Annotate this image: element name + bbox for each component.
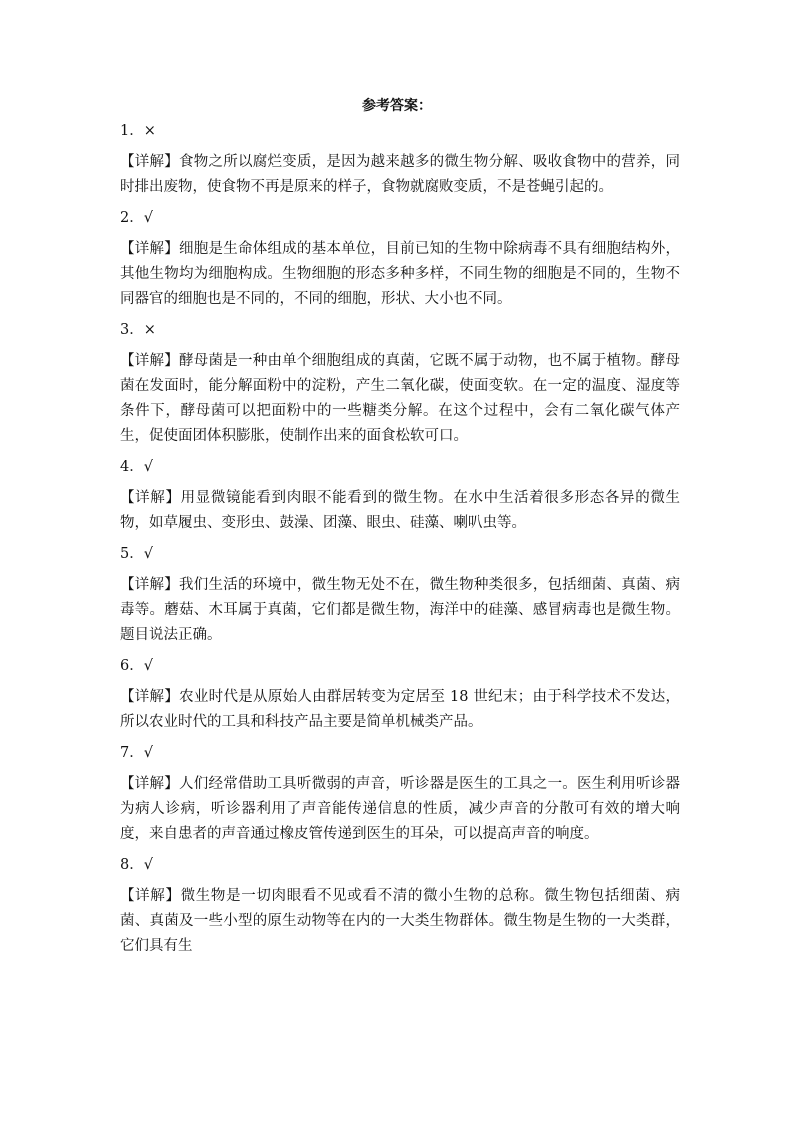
explanation-label: 【详解】 xyxy=(120,888,181,904)
explanation-text: 酵母菌是一种由单个细胞组成的真菌，它既不属于动物，也不属于植物。酵母菌在发面时，能分解面粉中的淀粉，产生二氧化碳，使面变软。在一定的温度、湿度等条件下，酵母菌可以把面粉中的一些糖类分解。在这个过程中，会有二氧化碳气体产生，促使面团体积膨胀，使制作出来的面食松软可口。 xyxy=(120,353,681,444)
explanation-label: 【详解】 xyxy=(120,353,179,369)
answer-explanation xyxy=(120,685,680,735)
answer-number: 6．√ xyxy=(120,658,153,674)
explanation-text: 人们经常借助工具听微弱的声音，听诊器是医生的工具之一。医生利用听诊器为病人诊病，听诊器利用了声音能传递信息的性质，减少声音的分散可有效的增大响度，来自患者的声音通过橡皮管传递到医生的耳朵，可以提高声音的响度。 xyxy=(120,776,681,842)
answer-explanation xyxy=(120,150,680,200)
answer-explanation xyxy=(120,349,680,449)
answer-explanation xyxy=(120,884,680,959)
explanation-text: 食物之所以腐烂变质，是因为越来越多的微生物分解、吸收食物中的营养，同时排出废物，使食物不再是原来的样子，食物就腐败变质，不是苍蝇引起的。 xyxy=(120,154,681,195)
explanation-text: 微生物是一切肉眼看不见或看不清的微小生物的总称。微生物包括细菌、病菌、真菌及一些小型的原生动物等在内的一大类生物群体。微生物是生物的一大类群，它们具有生 xyxy=(120,888,681,954)
answer-item-2 xyxy=(120,206,680,312)
answer-number: 8．√ xyxy=(120,857,153,873)
explanation-text: 细胞是生命体组成的基本单位，目前已知的生物中除病毒不具有细胞结构外，其他生物均为细胞构成。生物细胞的形态多种多样，不同生物的细胞是不同的，生物不同器官的细胞也是不同的，不同的细胞，形状、大小也不同。 xyxy=(120,241,681,307)
answer-explanation xyxy=(120,486,680,536)
answer-item-1 xyxy=(120,119,680,200)
answer-explanation xyxy=(120,237,680,312)
explanation-text: 我们生活的环境中，微生物无处不在，微生物种类很多，包括细菌、真菌、病毒等。蘑菇、木耳属于真菌，它们都是微生物，海洋中的硅藻、感冒病毒也是微生物。题目说法正确。 xyxy=(120,577,681,643)
answer-number: 3．× xyxy=(120,322,156,338)
answer-item-8 xyxy=(120,853,680,959)
explanation-label: 【详解】 xyxy=(120,776,179,792)
answer-item-5 xyxy=(120,542,680,648)
answer-number: 2．√ xyxy=(120,210,153,226)
answer-item-3 xyxy=(120,318,680,449)
answer-number: 1．× xyxy=(120,123,156,139)
page-title: 参考答案： xyxy=(362,98,432,114)
answer-item-6 xyxy=(120,654,680,735)
answer-number: 7．√ xyxy=(120,745,153,761)
explanation-label: 【详解】 xyxy=(120,577,179,593)
answer-number: 5．√ xyxy=(120,546,153,562)
answer-explanation xyxy=(120,772,680,847)
explanation-text: 农业时代是从原始人由群居转变为定居至 18 世纪末；由于科学技术不发达，所以农业时代的工具和科技产品主要是简单机械类产品。 xyxy=(120,689,681,730)
explanation-label: 【详解】 xyxy=(120,689,180,705)
answer-explanation xyxy=(120,573,680,648)
answer-list xyxy=(120,119,680,965)
answer-number: 4．√ xyxy=(120,459,153,475)
answer-item-4 xyxy=(120,455,680,536)
explanation-label: 【详解】 xyxy=(120,490,181,506)
explanation-label: 【详解】 xyxy=(120,241,179,257)
explanation-text: 用显微镜能看到肉眼不能看到的微生物。在水中生活着很多形态各异的微生物，如草履虫、变形虫、鼓澡、团藻、眼虫、硅藻、喇叭虫等。 xyxy=(120,490,681,531)
answer-item-7 xyxy=(120,741,680,847)
explanation-label: 【详解】 xyxy=(120,154,179,170)
